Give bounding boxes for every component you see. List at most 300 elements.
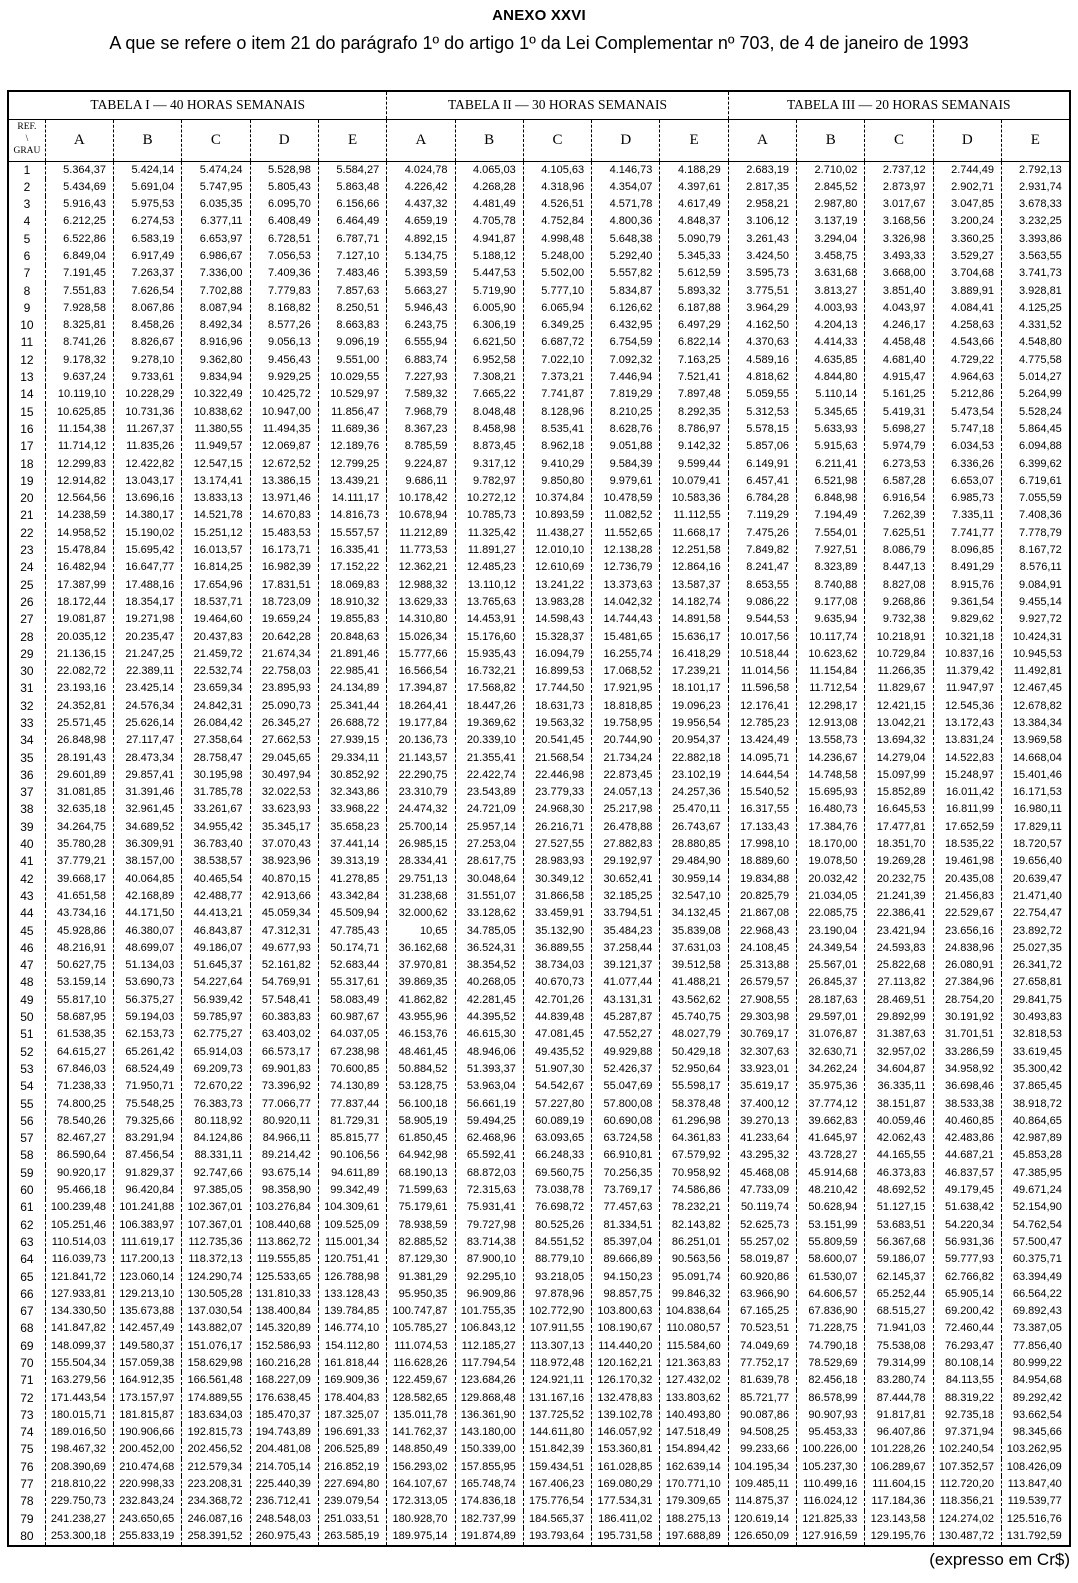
value-cell: 12.785,23	[728, 715, 796, 732]
value-cell: 88.779,10	[523, 1251, 591, 1268]
value-cell: 24.257,36	[660, 784, 728, 801]
value-cell: 4.848,37	[660, 213, 728, 230]
value-cell: 4.589,16	[728, 352, 796, 369]
value-cell: 84.124,86	[182, 1130, 250, 1147]
ref-grau-header	[8, 119, 45, 161]
value-cell: 40.864,65	[1012, 1114, 1062, 1127]
value-cell: 86.251,01	[660, 1234, 728, 1251]
value-cell: 64.615,27	[45, 1044, 113, 1061]
value-cell: 22.422,74	[455, 767, 523, 784]
value-cell: 178.404,83	[318, 1390, 386, 1407]
value-cell: 11.947,97	[933, 680, 1001, 697]
value-cell: 6.555,94	[387, 334, 455, 351]
value-cell: 26.216,71	[523, 819, 591, 836]
value-cell: 112.185,27	[455, 1338, 523, 1355]
value-cell: 31.238,68	[387, 888, 455, 905]
value-cell: 148.099,37	[45, 1338, 113, 1355]
value-cell: 121.363,83	[660, 1355, 728, 1372]
value-cell: 13.696,16	[113, 490, 181, 507]
value-cell: 204.481,08	[250, 1441, 318, 1458]
value-cell: 20.848,63	[318, 629, 386, 646]
value-cell: 47.385,95	[1012, 1166, 1062, 1179]
value-cell: 36.889,55	[523, 940, 591, 957]
value-cell: 10.425,72	[250, 386, 318, 403]
value-cell: 3.424,50	[728, 248, 796, 265]
value-cell: 105.785,27	[387, 1320, 455, 1337]
value-cell: 4.800,36	[592, 213, 660, 230]
value-cell: 29.841,75	[1012, 993, 1062, 1006]
value-cell: 23.779,33	[523, 784, 591, 801]
ref-cell: 10	[8, 317, 45, 334]
value-cell: 80.525,26	[523, 1217, 591, 1234]
value-cell: 18.170,00	[797, 836, 865, 853]
value-cell: 12.010,10	[523, 542, 591, 559]
value-cell: 11.714,12	[45, 438, 113, 455]
ref-cell: 6	[8, 248, 45, 265]
value-cell: 92.735,18	[933, 1407, 1001, 1424]
value-cell: 10.838,62	[182, 404, 250, 421]
value-cell: 248.548,03	[250, 1511, 318, 1528]
value-cell: 12.069,87	[250, 438, 318, 455]
value-cell: 6.126,62	[592, 300, 660, 317]
value-cell: 65.592,41	[455, 1147, 523, 1164]
value-cell: 80.920,11	[250, 1113, 318, 1130]
ref-cell: 21	[8, 507, 45, 524]
value-cell: 5.974,79	[865, 438, 933, 455]
value-cell: 48.699,07	[113, 940, 181, 957]
value-cell: 12.298,17	[797, 698, 865, 715]
value-cell: 9.686,11	[387, 473, 455, 490]
value-cell: 31.387,63	[865, 1026, 933, 1043]
value-cell: 23.656,16	[933, 923, 1001, 940]
value-cell: 143.882,07	[182, 1320, 250, 1337]
value-cell: 2.987,80	[797, 196, 865, 213]
value-cell: 103.262,95	[1006, 1443, 1062, 1456]
value-cell: 13.558,73	[797, 732, 865, 749]
value-cell: 20.437,83	[182, 629, 250, 646]
value-cell: 17.477,81	[865, 819, 933, 836]
value-cell: 11.891,27	[455, 542, 523, 559]
value-cell: 10.837,16	[933, 646, 1001, 663]
value-cell: 15.328,37	[523, 629, 591, 646]
value-cell: 77.457,63	[592, 1199, 660, 1216]
col-header-2-a: A	[387, 119, 455, 161]
value-cell: 5.090,79	[660, 231, 728, 248]
table-row	[8, 490, 1070, 507]
ref-cell: 44	[8, 905, 45, 922]
value-cell: 74.586,86	[660, 1182, 728, 1199]
value-cell: 12.913,08	[797, 715, 865, 732]
value-cell: 151.842,39	[523, 1441, 591, 1458]
value-cell: 62.775,27	[182, 1026, 250, 1043]
value-cell: 29.601,89	[45, 767, 113, 784]
table-row	[8, 317, 1070, 334]
value-cell: 8.915,76	[933, 577, 1001, 594]
value-cell: 64.606,57	[797, 1286, 865, 1303]
value-cell: 17.133,43	[728, 819, 796, 836]
ref-cell: 3	[8, 196, 45, 213]
value-cell: 16.814,25	[182, 559, 250, 576]
value-cell: 22.758,03	[250, 663, 318, 680]
value-cell: 5.161,25	[865, 386, 933, 403]
value-cell: 176.638,45	[250, 1390, 318, 1407]
ref-cell: 36	[8, 767, 45, 784]
group-header-tabela-1: TABELA I — 40 HORAS SEMANAIS	[8, 91, 387, 119]
value-cell: 8.292,35	[660, 404, 728, 421]
table-row	[8, 611, 1070, 628]
ref-cell: 2	[8, 179, 45, 196]
value-cell: 7.779,83	[250, 283, 318, 300]
value-cell: 10.218,91	[865, 629, 933, 646]
value-cell: 108.190,67	[592, 1320, 660, 1337]
value-cell: 10,65	[387, 923, 455, 940]
group-header-tabela-2: TABELA II — 30 HORAS SEMANAIS	[387, 91, 729, 119]
ref-cell: 23	[8, 542, 45, 559]
value-cell: 56.367,68	[865, 1234, 933, 1251]
value-cell: 52.161,82	[250, 957, 318, 974]
value-cell: 130.505,28	[182, 1286, 250, 1303]
value-cell: 33.923,01	[728, 1061, 796, 1078]
value-cell: 22.873,45	[592, 767, 660, 784]
value-cell: 10.321,18	[933, 629, 1001, 646]
value-cell: 5.719,90	[455, 283, 523, 300]
value-cell: 37.400,12	[728, 1096, 796, 1113]
value-cell: 8.458,98	[455, 421, 523, 438]
value-cell: 7.778,79	[1018, 526, 1062, 539]
col-header-2-c: C	[523, 119, 591, 161]
value-cell: 11.494,35	[250, 421, 318, 438]
value-cell: 6.149,91	[728, 456, 796, 473]
value-cell: 50.627,75	[45, 957, 113, 974]
value-cell: 22.290,75	[387, 767, 455, 784]
value-cell: 16.418,29	[660, 646, 728, 663]
value-cell: 6.399,62	[1018, 457, 1062, 470]
value-cell: 60.089,19	[523, 1113, 591, 1130]
value-cell: 5.648,38	[592, 231, 660, 248]
value-cell: 53.963,04	[455, 1078, 523, 1095]
value-cell: 26.848,98	[45, 732, 113, 749]
value-cell: 23.190,04	[797, 923, 865, 940]
value-cell: 33.968,22	[318, 801, 386, 818]
value-cell: 27.253,04	[455, 836, 523, 853]
table-row	[8, 888, 1070, 905]
value-cell: 218.810,22	[45, 1476, 113, 1493]
value-cell: 47.081,45	[523, 1026, 591, 1043]
value-cell: 81.334,51	[592, 1217, 660, 1234]
value-cell: 73.038,78	[523, 1182, 591, 1199]
value-cell: 19.271,98	[113, 611, 181, 628]
value-cell: 10.374,84	[523, 490, 591, 507]
value-cell: 16.980,11	[1013, 803, 1062, 816]
value-cell: 3.458,75	[797, 248, 865, 265]
value-cell: 3.017,67	[865, 196, 933, 213]
value-cell: 7.336,00	[182, 265, 250, 282]
value-cell: 14.598,43	[523, 611, 591, 628]
table-row	[8, 750, 1070, 767]
value-cell: 5.864,45	[1018, 422, 1062, 435]
value-cell: 42.987,89	[1012, 1132, 1062, 1145]
table-row	[8, 1044, 1070, 1061]
value-cell: 12.362,21	[387, 559, 455, 576]
value-cell: 67.579,92	[660, 1147, 728, 1164]
value-cell: 5.110,14	[797, 386, 865, 403]
value-cell: 227.694,80	[318, 1476, 386, 1493]
value-cell: 43.955,96	[387, 1009, 455, 1026]
value-cell: 20.541,45	[523, 732, 591, 749]
value-cell: 17.744,50	[523, 680, 591, 697]
ref-cell: 72	[8, 1390, 45, 1407]
value-cell: 6.653,97	[182, 231, 250, 248]
value-cell: 61.296,98	[660, 1113, 728, 1130]
value-cell: 55.598,17	[660, 1078, 728, 1095]
value-cell: 97.371,94	[933, 1424, 1001, 1441]
value-cell: 17.921,95	[592, 680, 660, 697]
value-cell: 77.752,17	[728, 1355, 796, 1372]
value-cell: 16.173,71	[250, 542, 318, 559]
value-cell: 117.794,54	[455, 1355, 523, 1372]
value-cell: 13.174,41	[182, 473, 250, 490]
value-cell: 126.788,98	[318, 1269, 386, 1286]
value-cell: 97.878,96	[523, 1286, 591, 1303]
value-cell: 3.889,91	[933, 283, 1001, 300]
value-cell: 11.829,67	[865, 680, 933, 697]
value-cell: 65.252,44	[865, 1286, 933, 1303]
value-cell: 155.504,34	[45, 1355, 113, 1372]
value-cell: 107.911,55	[523, 1320, 591, 1337]
value-cell: 32.961,45	[113, 801, 181, 818]
value-cell: 183.634,03	[182, 1407, 250, 1424]
value-cell: 35.345,17	[250, 819, 318, 836]
value-cell: 13.765,63	[455, 594, 523, 611]
value-cell: 11.154,38	[45, 421, 113, 438]
value-cell: 49.179,45	[933, 1182, 1001, 1199]
value-cell: 35.619,17	[728, 1078, 796, 1095]
value-cell: 42.281,45	[455, 992, 523, 1009]
value-cell: 130.487,72	[933, 1528, 1001, 1546]
value-cell: 22.082,72	[45, 663, 113, 680]
ref-cell: 13	[8, 369, 45, 386]
value-cell: 131.792,59	[1006, 1529, 1062, 1542]
ref-cell: 54	[8, 1078, 45, 1095]
value-cell: 80.108,14	[933, 1355, 1001, 1372]
value-cell: 10.178,42	[387, 490, 455, 507]
table-row	[8, 853, 1070, 870]
value-cell: 6.728,51	[250, 231, 318, 248]
value-cell: 59.785,97	[182, 1009, 250, 1026]
value-cell: 13.042,21	[865, 715, 933, 732]
ref-cell: 45	[8, 923, 45, 940]
value-cell: 246.087,16	[182, 1511, 250, 1528]
ref-cell: 74	[8, 1424, 45, 1441]
value-cell: 174.889,55	[182, 1390, 250, 1407]
col-header-2-b: B	[455, 119, 523, 161]
value-cell: 10.947,00	[250, 404, 318, 421]
value-cell: 142.457,49	[113, 1320, 181, 1337]
table-row	[8, 1026, 1070, 1043]
value-cell: 225.440,39	[250, 1476, 318, 1493]
value-cell: 56.375,27	[113, 992, 181, 1009]
value-cell: 69.901,83	[250, 1061, 318, 1078]
value-cell: 25.626,14	[113, 715, 181, 732]
value-cell: 19.269,28	[865, 853, 933, 870]
value-cell: 9.361,54	[933, 594, 1001, 611]
value-cell: 42.488,77	[182, 888, 250, 905]
value-cell: 12.485,23	[455, 559, 523, 576]
value-cell: 127.933,81	[45, 1286, 113, 1303]
value-cell: 77.856,40	[1012, 1339, 1062, 1352]
value-cell: 200.452,00	[113, 1441, 181, 1458]
table-row	[8, 784, 1070, 801]
value-cell: 27.527,55	[523, 836, 591, 853]
value-cell: 6.521,98	[797, 473, 865, 490]
value-cell: 40.059,46	[865, 1113, 933, 1130]
value-cell: 38.734,03	[523, 957, 591, 974]
value-cell: 192.815,73	[182, 1424, 250, 1441]
value-cell: 8.492,34	[182, 317, 250, 334]
value-cell: 3.137,19	[797, 213, 865, 230]
value-cell: 90.087,86	[728, 1407, 796, 1424]
value-cell: 172.313,05	[387, 1493, 455, 1510]
value-cell: 52.625,73	[728, 1217, 796, 1234]
value-cell: 127.916,59	[797, 1528, 865, 1546]
value-cell: 17.831,51	[250, 577, 318, 594]
value-cell: 6.522,86	[45, 231, 113, 248]
value-cell: 87.900,10	[455, 1251, 523, 1268]
value-cell: 113.847,40	[1007, 1478, 1062, 1491]
ref-cell: 50	[8, 1009, 45, 1026]
value-cell: 8.250,51	[318, 300, 386, 317]
value-cell: 73.396,92	[250, 1078, 318, 1095]
value-cell: 27.662,53	[250, 732, 318, 749]
value-cell: 11.379,42	[933, 663, 1001, 680]
value-cell: 17.239,21	[660, 663, 728, 680]
value-cell: 78.540,26	[45, 1113, 113, 1130]
value-cell: 112.720,20	[933, 1476, 1001, 1493]
value-cell: 88.331,11	[182, 1147, 250, 1164]
value-cell: 193.793,64	[523, 1528, 591, 1546]
table-row	[8, 1130, 1070, 1147]
value-cell: 36.309,91	[113, 836, 181, 853]
value-cell: 125.516,76	[1006, 1512, 1062, 1525]
value-cell: 7.625,51	[865, 525, 933, 542]
value-cell: 156.293,02	[387, 1459, 455, 1476]
value-cell: 60.375,71	[1012, 1253, 1062, 1266]
value-cell: 44.165,55	[865, 1147, 933, 1164]
value-cell: 30.493,83	[1012, 1011, 1062, 1024]
grau-label: GRAU	[13, 145, 41, 156]
value-cell: 9.317,12	[455, 456, 523, 473]
ref-cell: 4	[8, 213, 45, 230]
value-cell: 39.512,58	[660, 957, 728, 974]
value-cell: 67.836,90	[797, 1303, 865, 1320]
value-cell: 14.670,83	[250, 507, 318, 524]
value-cell: 26.478,88	[592, 819, 660, 836]
value-cell: 7.308,21	[455, 369, 523, 386]
value-cell: 64.942,98	[387, 1147, 455, 1164]
value-cell: 26.743,67	[660, 819, 728, 836]
ref-cell: 57	[8, 1130, 45, 1147]
value-cell: 7.127,10	[318, 248, 386, 265]
value-cell: 38.157,00	[113, 853, 181, 870]
value-cell: 9.455,14	[1018, 595, 1062, 608]
value-cell: 95.091,74	[660, 1269, 728, 1286]
value-cell: 29.045,65	[250, 750, 318, 767]
value-cell: 4.775,58	[1018, 353, 1062, 366]
value-cell: 13.110,12	[455, 577, 523, 594]
value-cell: 73.769,17	[592, 1182, 660, 1199]
value-cell: 37.779,21	[45, 853, 113, 870]
value-cell: 9.637,24	[45, 369, 113, 386]
table-row	[8, 974, 1070, 991]
value-cell: 161.028,85	[592, 1459, 660, 1476]
value-cell: 13.587,37	[660, 577, 728, 594]
value-cell: 52.950,64	[660, 1061, 728, 1078]
value-cell: 77.066,77	[250, 1096, 318, 1113]
ref-cell: 61	[8, 1199, 45, 1216]
value-cell: 10.079,41	[660, 473, 728, 490]
value-cell: 4.318,96	[523, 179, 591, 196]
ref-cell: 68	[8, 1320, 45, 1337]
table-row	[8, 456, 1070, 473]
value-cell: 31.701,51	[933, 1026, 1001, 1043]
value-cell: 84.551,52	[523, 1234, 591, 1251]
value-cell: 136.361,90	[455, 1407, 523, 1424]
value-cell: 11.154,84	[797, 663, 865, 680]
value-cell: 8.653,55	[728, 577, 796, 594]
value-cell: 37.631,03	[660, 940, 728, 957]
value-cell: 8.458,26	[113, 317, 181, 334]
value-cell: 23.102,19	[660, 767, 728, 784]
value-cell: 3.393,86	[1018, 232, 1062, 245]
value-cell: 85.815,77	[318, 1130, 386, 1147]
value-cell: 168.227,09	[250, 1372, 318, 1389]
table-row	[8, 1493, 1070, 1510]
ref-cell: 14	[8, 386, 45, 403]
value-cell: 78.232,21	[660, 1199, 728, 1216]
value-cell: 3.964,29	[728, 300, 796, 317]
table-row	[8, 369, 1070, 386]
value-cell: 24.968,30	[523, 801, 591, 818]
value-cell: 170.771,10	[660, 1476, 728, 1493]
value-cell: 12.422,82	[113, 456, 181, 473]
value-cell: 8.962,18	[523, 438, 591, 455]
value-cell: 35.780,28	[45, 836, 113, 853]
value-cell: 38.151,87	[865, 1096, 933, 1113]
ref-cell: 43	[8, 888, 45, 905]
value-cell: 22.985,41	[318, 663, 386, 680]
value-cell: 23.892,72	[1012, 924, 1062, 937]
value-cell: 108.440,68	[250, 1217, 318, 1234]
value-cell: 4.084,41	[933, 300, 1001, 317]
value-cell: 3.261,43	[728, 231, 796, 248]
value-cell: 118.372,13	[182, 1251, 250, 1268]
value-cell: 60.690,08	[592, 1113, 660, 1130]
value-cell: 103.276,84	[250, 1199, 318, 1216]
value-cell: 114.875,37	[728, 1493, 796, 1510]
value-cell: 8.128,96	[523, 404, 591, 421]
value-cell: 4.397,61	[660, 179, 728, 196]
value-cell: 98.358,90	[250, 1182, 318, 1199]
table-row	[8, 300, 1070, 317]
value-cell: 5.747,95	[182, 179, 250, 196]
value-cell: 96.420,84	[113, 1182, 181, 1199]
value-cell: 20.435,08	[933, 871, 1001, 888]
value-cell: 20.339,10	[455, 732, 523, 749]
value-cell: 180.928,70	[387, 1511, 455, 1528]
value-cell: 113.862,72	[250, 1234, 318, 1251]
value-cell: 4.481,49	[455, 196, 523, 213]
table-row	[8, 404, 1070, 421]
